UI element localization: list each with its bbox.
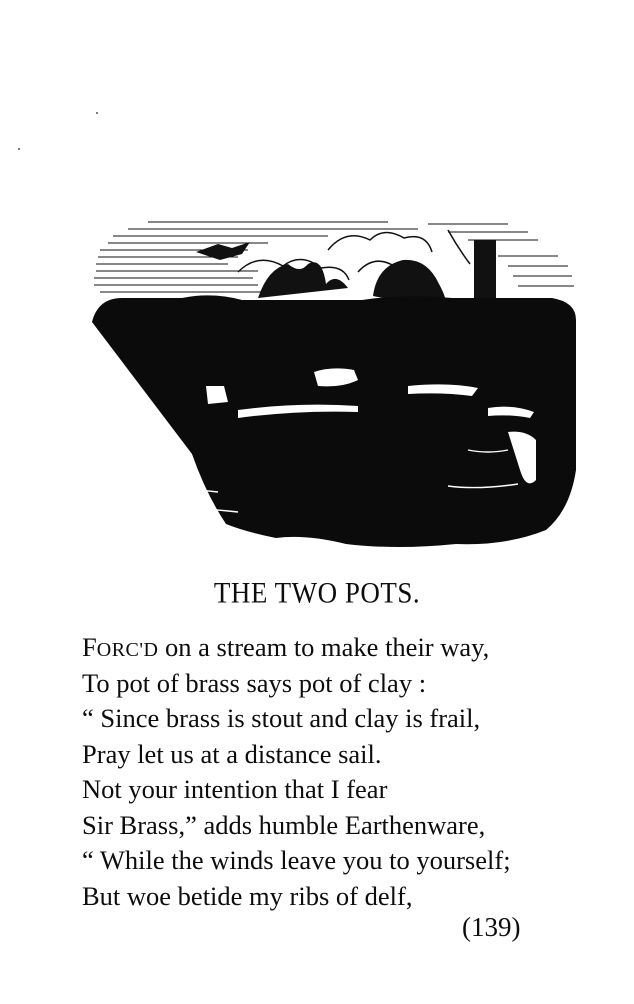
drop-initial: F [82,632,97,662]
first-line-text: on a stream to make their way, [158,632,490,662]
poem-line: Sir Brass,” adds humble Earthenware, [82,809,486,840]
poem-line: Pray let us at a distance sail. [82,738,382,769]
page-number: (139) [462,912,521,942]
smallcaps-word: ORC'D [96,639,159,661]
page-title: THE TWO POTS. [213,576,421,610]
poem-line: But woe betide my ribs of delf, [82,880,413,911]
poem-line [82,630,602,666]
river-landscape-illustration [88,210,580,555]
paper-speck [96,112,98,114]
poem-line: “ Since brass is stout and clay is frail, [82,703,481,733]
tower [474,240,496,302]
poem-line: To pot of brass says pot of clay : [82,667,427,698]
poem-line: Not your intention that I fear [82,774,388,804]
paper-speck [18,148,20,150]
poem [82,630,602,914]
dark-treeline [92,295,576,547]
poem-line: “ While the winds leave you to yourself; [82,845,511,875]
